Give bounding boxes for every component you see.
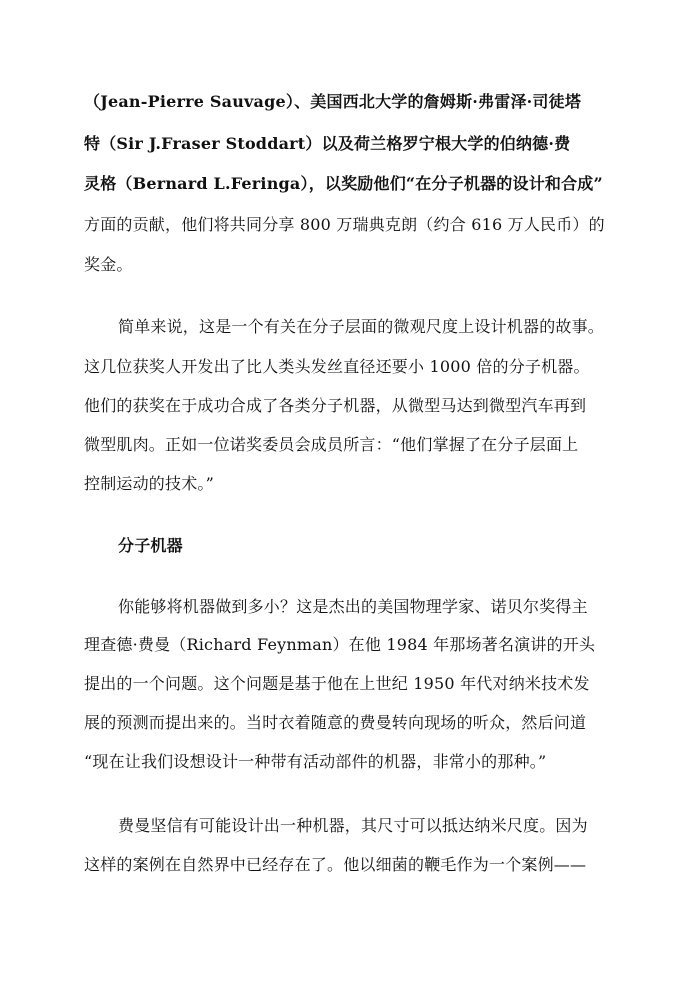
- intro-line-4: 方面的贡献，他们将共同分享 800 万瑞典克朗（约合 616 万人民币）的: [84, 215, 605, 234]
- summary-line-3: 他们的获奖在于成功合成了各类分子机器，从微型马达到微型汽车再到: [84, 396, 587, 415]
- belief-line-1: 费曼坚信有可能设计出一种机器，其尺寸可以抵达纳米尺度。因为: [118, 816, 588, 835]
- feynman-line-4: 展的预测而提出来的。当时衣着随意的费曼转向现场的听众，然后问道: [84, 713, 587, 732]
- summary-line-5: 控制运动的技术。”: [84, 474, 214, 493]
- feynman-line-1: 你能够将机器做到多小？这是杰出的美国物理学家、诺贝尔奖得主: [118, 597, 588, 616]
- intro-line-2: 特（Sir J.Fraser Stoddart）以及荷兰格罗宁根大学的伯纳德·费: [84, 134, 571, 153]
- intro-line-1: （Jean-Pierre Sauvage）、美国西北大学的詹姆斯·弗雷泽·司徒塔: [84, 92, 582, 111]
- intro-line-5: 奖金。: [84, 255, 133, 274]
- intro-line-3: 灵格（Bernard L.Feringa），以奖励他们“在分子机器的设计和合成”: [84, 174, 603, 193]
- belief-line-2: 这样的案例在自然界中已经存在了。他以细菌的鞭毛作为一个案例——: [84, 855, 587, 874]
- summary-line-4: 微型肌肉。正如一位诺奖委员会成员所言：“他们掌握了在分子层面上: [84, 435, 579, 454]
- summary-line-1: 简单来说，这是一个有关在分子层面的微观尺度上设计机器的故事。: [118, 317, 605, 336]
- feynman-line-2: 理查德·费曼（Richard Feynman）在他 1984 年那场著名演讲的开头: [84, 635, 596, 654]
- summary-line-2: 这几位获奖人开发出了比人类头发丝直径还要小 1000 倍的分子机器。: [84, 357, 590, 376]
- feynman-line-5: “现在让我们设想设计一种带有活动部件的机器，非常小的那种。”: [84, 752, 547, 771]
- feynman-line-3: 提出的一个问题。这个问题是基于他在上世纪 1950 年代对纳米技术发: [84, 674, 590, 693]
- section-heading: 分子机器: [118, 536, 183, 555]
